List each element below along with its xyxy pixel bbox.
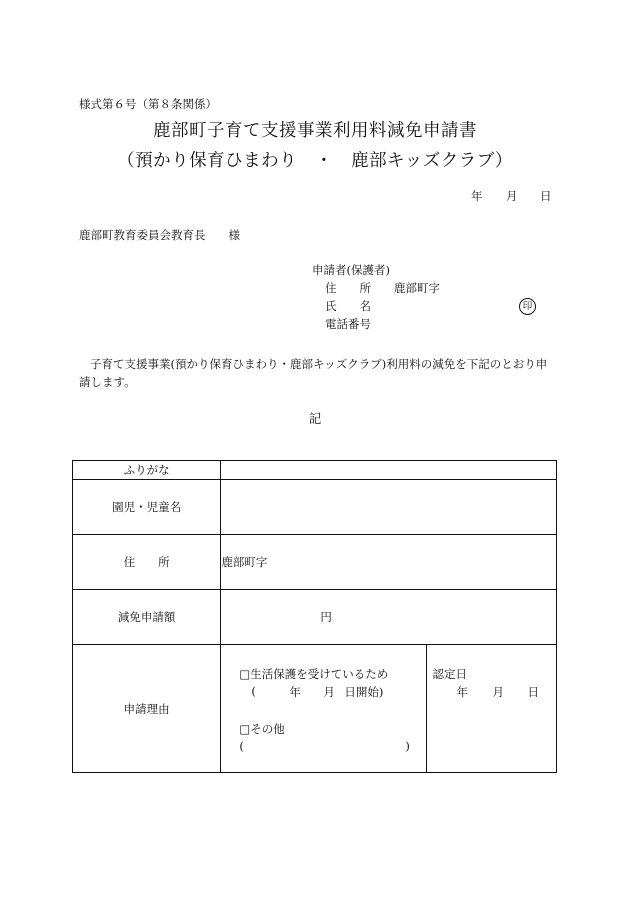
amount-unit: 円	[320, 610, 332, 624]
amount-row	[73, 590, 557, 645]
other-close-paren: )	[405, 738, 410, 753]
welfare-start-year: 年	[289, 684, 301, 699]
cert-day: 日	[527, 684, 539, 699]
amount-input[interactable]	[221, 590, 557, 645]
child-name-label: 園児・児童名	[73, 480, 221, 535]
welfare-start-day: 日開始)	[344, 684, 384, 699]
amount-label: 減免申請額	[73, 590, 221, 645]
date-month-label: 月	[506, 189, 518, 203]
address-row	[73, 535, 557, 590]
form-title: 鹿部町子育て支援事業利用料減免申請書	[153, 121, 477, 141]
reason-label: 申請理由	[73, 645, 221, 773]
furigana-input[interactable]	[221, 461, 557, 480]
welfare-start-month: 月	[323, 684, 335, 699]
reason-options	[221, 645, 426, 773]
other-open-paren: (	[239, 738, 244, 753]
child-name-input[interactable]	[221, 480, 557, 535]
certification-date-cell[interactable]	[426, 645, 557, 773]
addressee: 鹿部町教育委員会教育長 様	[79, 228, 240, 242]
welfare-start-open-paren: (	[251, 683, 256, 698]
applicant-heading: 申請者(保護者)	[312, 263, 390, 277]
application-table	[72, 460, 557, 773]
applicant-phone-label: 電話番号	[325, 317, 371, 331]
ki-heading: 記	[308, 411, 322, 426]
date-year-label: 年	[471, 189, 483, 203]
form-subtitle: （預かり保育ひまわり ・ 鹿部キッズクラブ）	[117, 151, 513, 171]
furigana-row	[73, 461, 557, 480]
applicant-address-value: 鹿部町字	[394, 281, 440, 295]
date-day-label: 日	[540, 189, 552, 203]
reason-row	[73, 645, 557, 773]
cert-date-label: 認定日	[432, 666, 467, 681]
address-label: 住 所	[73, 535, 221, 590]
furigana-label: ふりがな	[73, 461, 221, 480]
form-number: 様式第６号（第８条関係）	[79, 97, 217, 111]
child-name-row	[73, 480, 557, 535]
seal-mark: 印	[519, 298, 536, 315]
application-statement: 子育て支援事業(預かり保育ひまわり・鹿部キッズクラブ)利用料の減免を下記のとおり申請します。	[79, 357, 548, 389]
reason-other-checkbox[interactable]: □その他	[239, 721, 285, 736]
cert-year: 年	[456, 684, 468, 699]
applicant-address-label: 住 所	[325, 281, 371, 295]
reason-welfare-checkbox[interactable]: □生活保護を受けているため	[239, 666, 389, 681]
applicant-name-label: 氏 名	[325, 299, 371, 313]
cert-month: 月	[492, 684, 504, 699]
address-input[interactable]: 鹿部町字	[221, 535, 557, 590]
